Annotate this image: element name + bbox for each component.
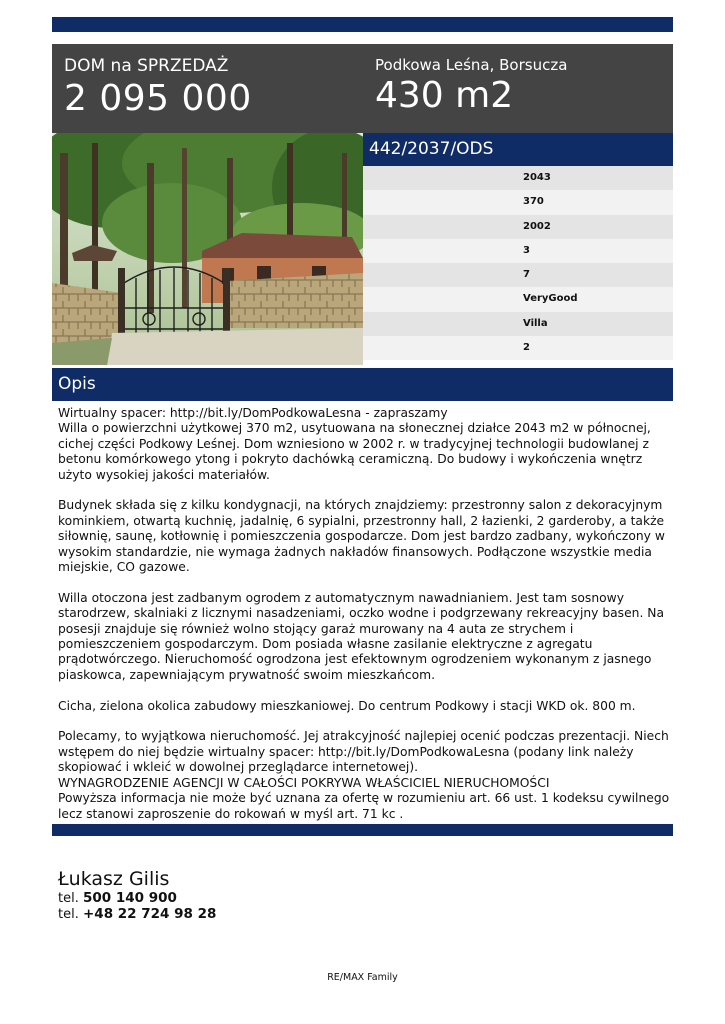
agent-phone-2 <box>58 906 216 922</box>
tel-label: tel. <box>58 907 79 922</box>
tel-label: tel. <box>58 891 79 906</box>
description-paragraph: Willa otoczona jest zadbanym ogrodem z automatycznym nawadnianiem. Jest tam sosnowy starodrzew, skalniaki z licznymi nasadzeniami, oczko wodne i podgrzewany rekreacyjny basen. Na posesji znajduje się również wolno stojący garaż murowany na 4 auta ze strychem i pomieszczeniem gospodarczym. Dom posiada własne zasilanie elektryczne z agregatu prądotwórczego. Nieruchomość ogrodzona jest efektownym ogrodzeniem wykonanym z jasnego piaskowca, zapewniającym prywatność swoim mieszkańcom. <box>58 590 664 682</box>
param-row: 2043 <box>363 166 673 190</box>
listing-header <box>52 44 673 133</box>
offer-reference: 442/2037/ODS <box>363 133 673 166</box>
top-accent-bar <box>52 17 673 32</box>
listing-area: 430 m2 <box>375 75 514 116</box>
divider-bar <box>52 824 673 836</box>
parameter-table <box>363 166 673 360</box>
param-row: 2002 <box>363 215 673 239</box>
description-heading: Opis <box>52 368 673 401</box>
phone-number[interactable]: 500 140 900 <box>82 890 177 906</box>
param-row: Villa <box>363 312 673 336</box>
listing-price: 2 095 000 <box>64 78 252 119</box>
phone-number[interactable]: +48 22 724 98 28 <box>82 906 217 922</box>
param-row: 2 <box>363 336 673 360</box>
description-paragraph: Budynek składa się z kilku kondygnacji, na których znajdziemy: przestronny salon z dekoracyjnym kominkiem, otwartą kuchnię, jadalnię, 6 sypialni, przestronny hall, 2 łazienki, 2 garderoby, a także siłownię, saunę, kotłownię i pomieszczenia gospodarcze. Dom jest bardzo zadbany, wykończony w wysokim standardzie, nie wymaga żadnych nakładów finansowych. Podłączone wszystkie media miejskie, CO gazowe. <box>58 498 665 575</box>
agent-phone-1 <box>58 890 177 906</box>
paragraph-gap <box>58 575 673 590</box>
agent-name: Łukasz Gilis <box>58 868 170 890</box>
description-paragraph: Cicha, zielona okolica zabudowy mieszkaniowej. Do centrum Podkowy i stacji WKD ok. 800 m. <box>58 698 636 713</box>
description-paragraph: Willa o powierzchni użytkowej 370 m2, usytuowana na słonecznej działce 2043 m2 w północnej, cichej części Podkowy Leśnej. Dom wzniesiono w 2002 r. w tradycyjnej technologii budowlanej z betonu komórkowego ytong i pokryto dachówką ceramiczną. Do budowy i wykończenia wnętrz użyto wysokiej jakości materiałów. <box>58 421 651 482</box>
listing-location: Podkowa Leśna, Borsucza <box>375 56 568 74</box>
description-body <box>58 406 673 822</box>
description-paragraph: Polecamy, to wyjątkowa nieruchomość. Jej atrakcyjność najlepiej ocenić podczas prezentacji. Niech wstępem do niej będzie wirtualny spacer: http://bit.ly/DomPodkowaLesna (podany link należy skopiować i wkleić w dowolnej przeglądarce internetowej). <box>58 729 669 775</box>
param-row: 7 <box>363 263 673 287</box>
param-row: VeryGood <box>363 287 673 311</box>
listing-type: DOM na SPRZEDAŻ <box>64 56 229 76</box>
agency-footer: RE/MAX Family <box>327 972 398 983</box>
param-row: 370 <box>363 190 673 214</box>
description-paragraph: Powyższa informacja nie może być uznana za ofertę w rozumieniu art. 66 ust. 1 kodeksu cywilnego lecz stanowi zaproszenie do rokowań w myśl art. 71 kc . <box>58 791 670 821</box>
param-row: 3 <box>363 239 673 263</box>
paragraph-gap <box>58 683 673 698</box>
description-paragraph: Wirtualny spacer: http://bit.ly/DomPodkowaLesna - zapraszamy <box>58 406 448 420</box>
paragraph-gap <box>58 483 673 498</box>
description-paragraph: WYNAGRODZENIE AGENCJI W CAŁOŚCI POKRYWA WŁAŚCICIEL NIERUCHOMOŚCI <box>58 775 550 790</box>
paragraph-gap <box>58 714 673 729</box>
property-photo <box>52 133 363 365</box>
